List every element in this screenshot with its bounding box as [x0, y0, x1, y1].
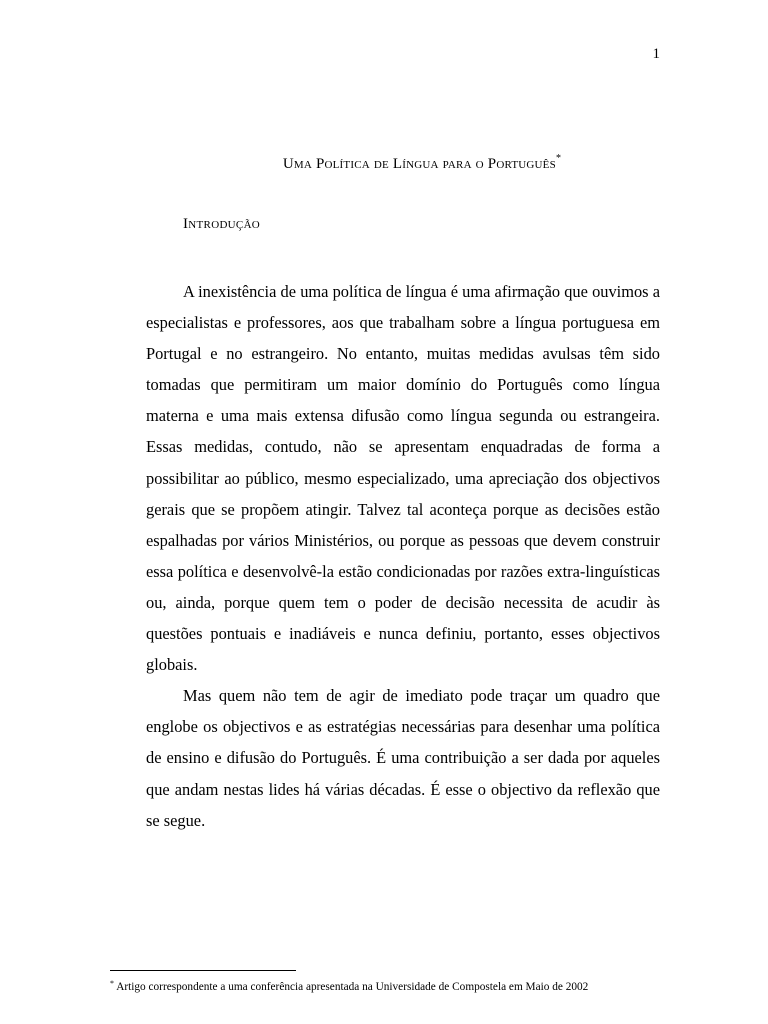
- footnote-marker: *: [110, 979, 114, 988]
- footnote: [110, 977, 670, 994]
- title-footnote-marker: *: [555, 153, 562, 164]
- section-heading: Introdução: [183, 216, 261, 232]
- paragraph-1: A inexistência de uma política de língua é uma afirmação que ouvimos a especialistas e professores, aos que trabalham sobre a língua portuguesa em Portugal e no estrangeiro. No entanto, muitas medidas avulsas têm sido tomadas que permitiram um maior domínio do Português como língua materna e uma mais extensa difusão como língua segunda ou estrangeira. Essas medidas, contudo, não se apresentam enquadradas de forma a possibilitar ao público, mesmo especializado, uma apreciação dos objectivos gerais que se propõem atingir. Talvez tal aconteça porque as decisões estão espalhadas por vários Ministérios, ou porque as pessoas que devem construir essa política e desenvolvê-la estão condicionadas por razões extra-linguísticas ou, ainda, porque quem tem o poder de decisão necessita de acudir às questões pontuais e inadiáveis e nunca definiu, portanto, esses objectivos globais.: [146, 282, 660, 675]
- body-text: [146, 276, 660, 836]
- footnote-rule: [110, 970, 296, 971]
- page-number: 1: [652, 46, 660, 62]
- document-title: [0, 153, 768, 173]
- paragraph-2: Mas quem não tem de agir de imediato pode traçar um quadro que englobe os objectivos e as estratégias necessárias para desenhar uma política de ensino e difusão do Português. É uma contribuição a ser dada por aqueles que andam nestas lides há várias décadas. É esse o objectivo da reflexão que se segue.: [146, 686, 660, 830]
- footnote-text: Artigo correspondente a uma conferência apresentada na Universidade de Compostela em Maio de 2002: [116, 981, 589, 993]
- title-text: Uma Política de Língua para o Português: [282, 156, 556, 172]
